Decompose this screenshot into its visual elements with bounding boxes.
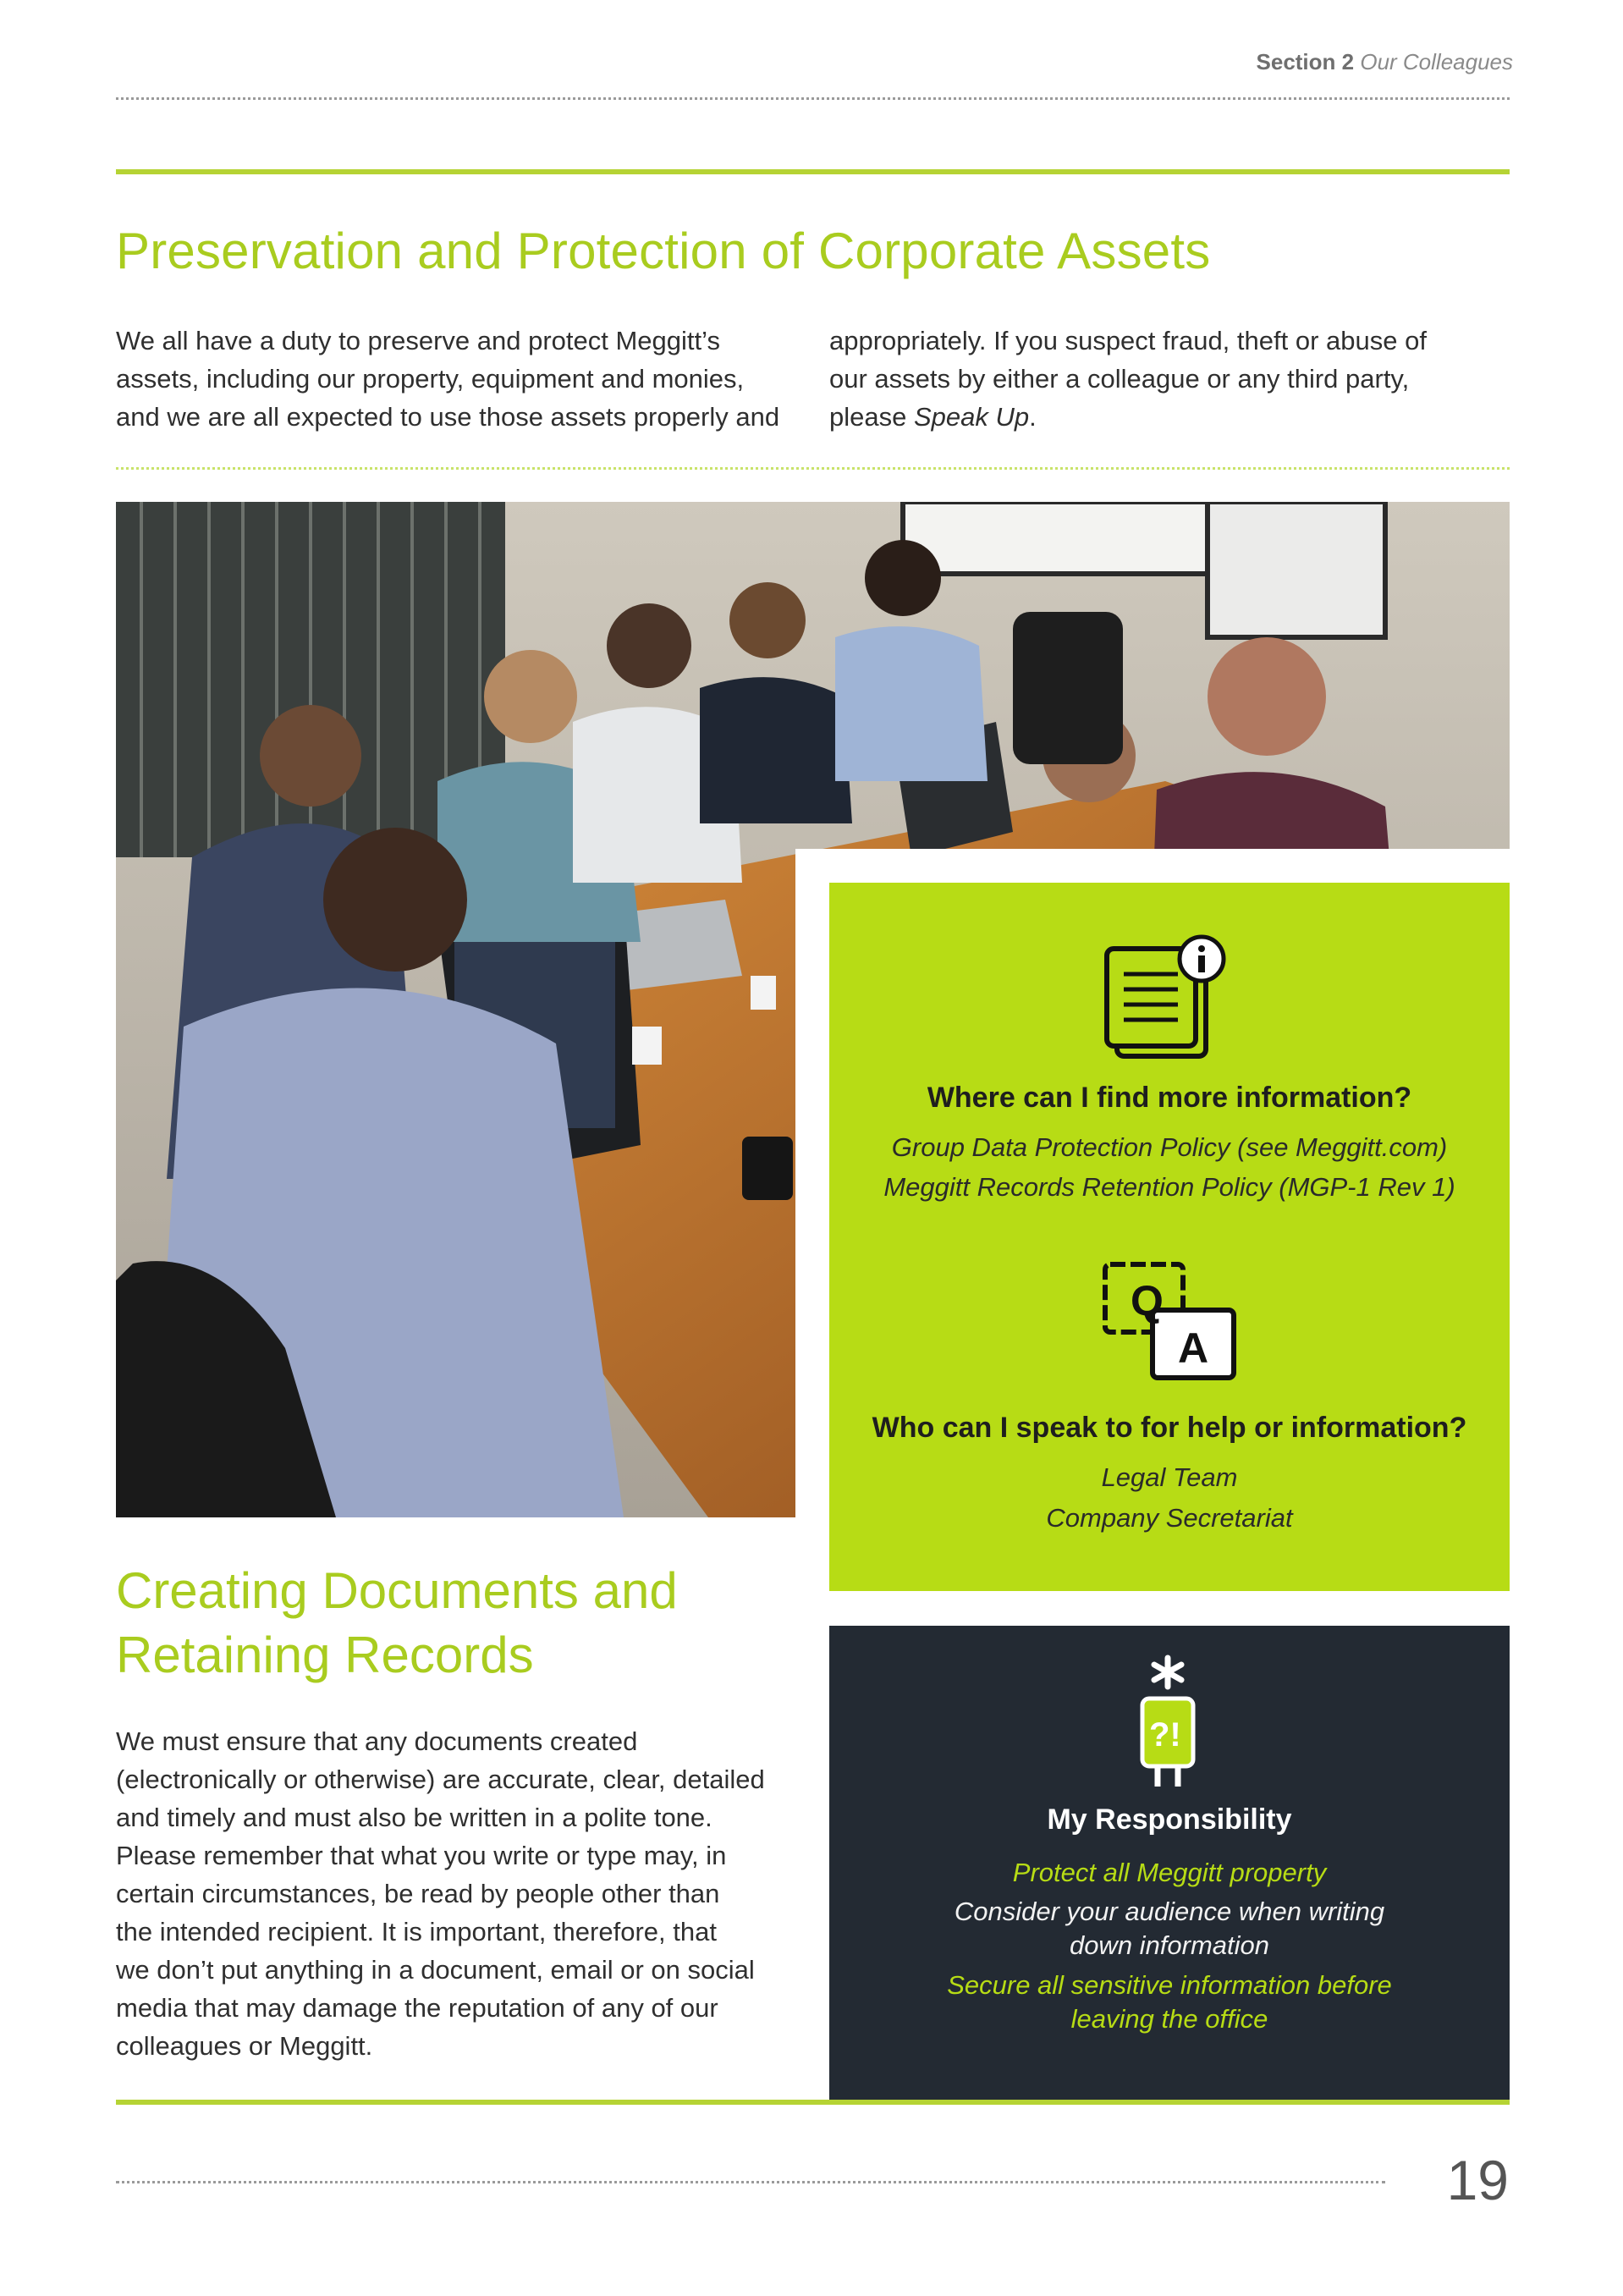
contact-secretariat: Company Secretariat (1046, 1503, 1293, 1533)
records-line: media that may damage the reputation of any of our (116, 1993, 718, 2023)
responsibility-item: Consider your audience when writing down information (954, 1897, 1385, 1960)
info-heading: Where can I find more information? (927, 1082, 1412, 1114)
records-line: We must ensure that any documents created (116, 1726, 638, 1756)
records-body (116, 1722, 793, 2065)
help-heading: Who can I speak to for help or information? (872, 1412, 1467, 1444)
records-line: the intended recipient. It is important, therefore, that (116, 1917, 717, 1946)
intro-line: We all have a duty to preserve and protect Meggitt’s (116, 326, 720, 355)
intro-line: appropriately. If you suspect fraud, theft or abuse of (829, 326, 1427, 355)
intro-column-2 (829, 322, 1506, 436)
q-letter: Q (1131, 1277, 1164, 1324)
records-line: (electronically or otherwise) are accurate, clear, detailed (116, 1765, 765, 1794)
contact-legal: Legal Team (1101, 1462, 1238, 1492)
intro-column-1 (116, 322, 810, 436)
svg-text:?!: ?! (1149, 1716, 1181, 1754)
footer-divider (116, 2181, 1385, 2183)
responsibility-item: Secure all sensitive information before leaving the office (947, 1970, 1392, 2034)
records-line: colleagues or Meggitt. (116, 2031, 373, 2061)
section-heading: Creating Documents and Retaining Records (116, 1562, 678, 1683)
document-info-icon (1100, 933, 1235, 1069)
records-line: certain circumstances, be read by people other than (116, 1879, 720, 1908)
records-line: and timely and must also be written in a polite tone. (116, 1803, 712, 1832)
responsibility-box (829, 1626, 1510, 2100)
section-label (1257, 49, 1513, 75)
a-letter: A (1178, 1324, 1209, 1372)
intro-line-last: please Speak Up. (829, 402, 1037, 432)
person-responsibility-icon (1117, 1651, 1219, 1791)
intro-line: our assets by either a colleague or any third party, (829, 364, 1410, 394)
speak-up-link: Speak Up (913, 402, 1030, 432)
intro-line: assets, including our property, equipment and monies, (116, 364, 745, 394)
responsibility-heading: My Responsibility (1047, 1803, 1292, 1836)
intro-divider (116, 467, 1510, 470)
section-title: Our Colleagues (1360, 49, 1513, 74)
section-number: Section 2 (1256, 49, 1355, 74)
question-answer-icon (1100, 1259, 1244, 1386)
info-link[interactable]: Meggitt Records Retention Policy (MGP-1 Rev 1) (883, 1172, 1455, 1202)
page-number: 19 (1446, 2149, 1509, 2211)
intro-line: and we are all expected to use those assets properly and (116, 402, 780, 432)
responsibility-item: Protect all Meggitt property (1012, 1858, 1327, 1887)
header-divider (116, 97, 1510, 100)
page-title: Preservation and Protection of Corporate Assets (116, 223, 1211, 279)
info-link[interactable]: Group Data Protection Policy (see Meggitt.com) (891, 1132, 1448, 1162)
top-green-rule (116, 169, 1510, 174)
info-box (829, 883, 1510, 1591)
records-line: we don’t put anything in a document, email or on social (116, 1955, 755, 1985)
records-line: Please remember that what you write or type may, in (116, 1841, 727, 1870)
bottom-green-rule (116, 2100, 1510, 2105)
